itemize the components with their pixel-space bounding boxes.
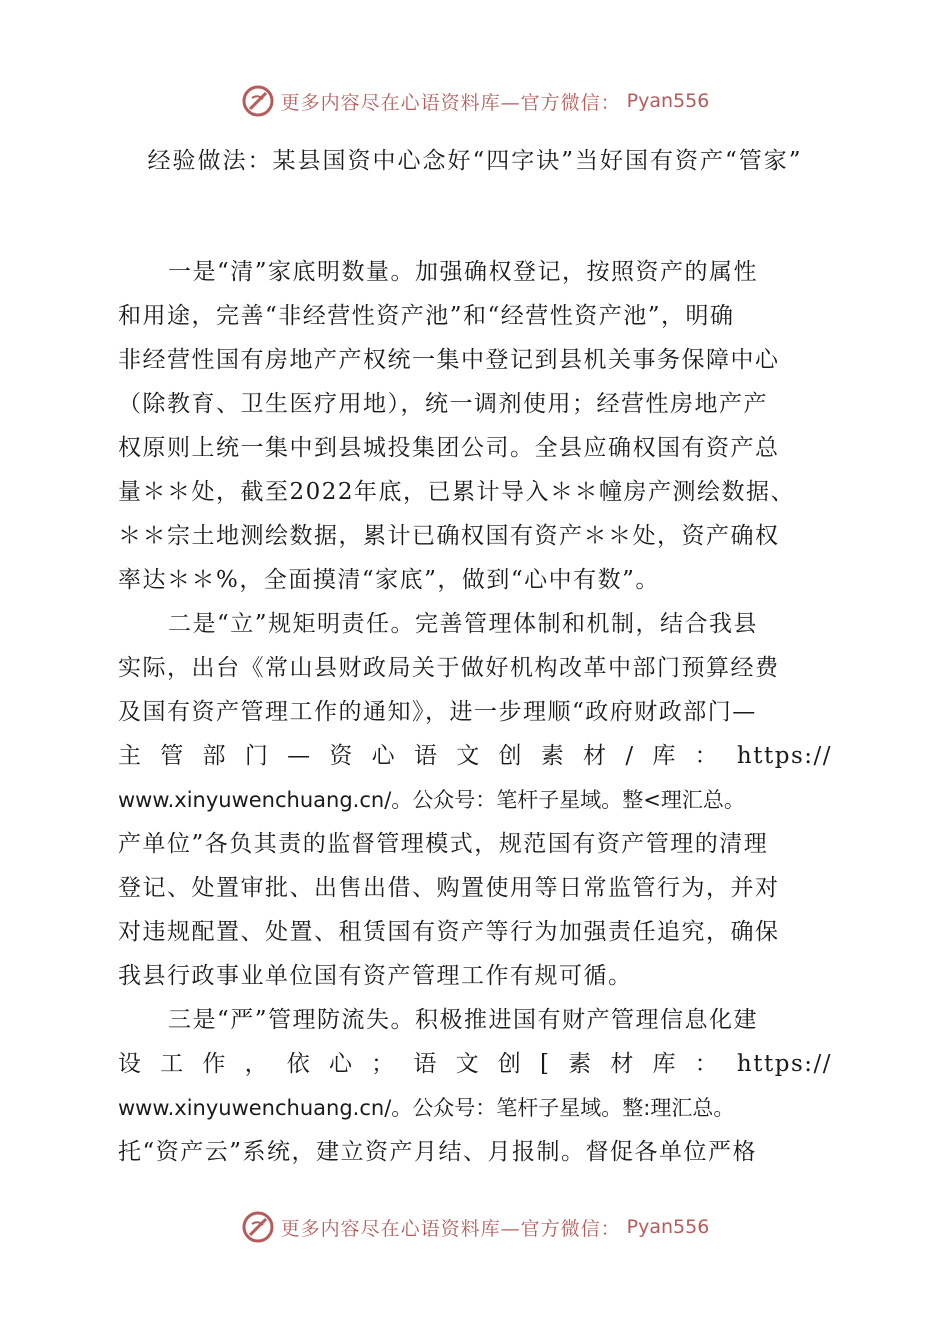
banner-wechat-id: Pyan556 <box>626 1216 710 1238</box>
page-title: 经验做法：某县国资中心念好“四字诀”当好国有资产“管家” <box>147 148 803 174</box>
body-line: 对违规配置、处置、租赁国有资产等行为加强责任追究，确保 <box>118 919 780 945</box>
body-line: www.xinyuwenchuang.cn/。公众号：笔杆子星域。整:理汇总。 <box>118 1096 735 1120</box>
body-line: 登记、处置审批、出售出借、购置使用等日常监管行为，并对 <box>118 875 780 901</box>
body-line: （除教育、卫生医疗用地），统一调剂使用；经营性房地产产 <box>118 391 768 417</box>
body-line: 非经营性国有房地产产权统一集中登记到县机关事务保障中心 <box>118 347 780 373</box>
logo-icon <box>241 84 275 118</box>
body-line: 量＊＊处，截至2022年底，已累计导入＊＊幢房产测绘数据、 <box>118 479 796 505</box>
body-line: 实际，出台《常山县财政局关于做好机构改革中部门预算经费 <box>118 655 780 681</box>
body-line: www.xinyuwenchuang.cn/。公众号：笔杆子星域。整<理汇总。 <box>118 788 745 812</box>
body-line: 三是“严”管理防流失。积极推进国有财产管理信息化建 <box>168 1007 759 1033</box>
logo-icon <box>241 1210 275 1244</box>
body-line: ＊＊宗土地测绘数据，累计已确权国有资产＊＊处，资产确权 <box>118 523 780 549</box>
banner-text: 更多内容尽在心语资料库—官方微信： <box>280 91 621 114</box>
body-line: 二是“立”规矩明责任。完善管理体制和机制，结合我县 <box>168 611 759 637</box>
document-body <box>118 250 832 1174</box>
banner-wechat-id: Pyan556 <box>626 90 710 112</box>
footer-banner <box>0 1210 950 1244</box>
body-line: 托“资产云”系统，建立资产月结、月报制。督促各单位严格 <box>118 1139 758 1165</box>
body-line: 一是“清”家底明数量。加强确权登记，按照资产的属性 <box>168 259 759 285</box>
body-line: 主管部门—资心语文创素材/库：https:// <box>118 743 832 769</box>
header-banner <box>0 84 950 118</box>
body-line: 率达＊＊%，全面摸清“家底”，做到“心中有数”。 <box>118 567 660 593</box>
body-line: 权原则上统一集中到县城投集团公司。全县应确权国有资产总 <box>118 435 780 461</box>
body-line: 及国有资产管理工作的通知》，进一步理顺“政府财政部门— <box>118 699 757 725</box>
body-line: 和用途，完善“非经营性资产池”和“经营性资产池”，明确 <box>118 303 735 329</box>
body-line: 产单位”各负其责的监督管理模式，规范国有资产管理的清理 <box>118 831 769 857</box>
banner-text: 更多内容尽在心语资料库—官方微信： <box>280 1217 621 1240</box>
body-line: 设工作，依心；语文创[素材库：https:// <box>118 1051 832 1077</box>
body-line: 我县行政事业单位国有资产管理工作有规可循。 <box>118 963 633 989</box>
